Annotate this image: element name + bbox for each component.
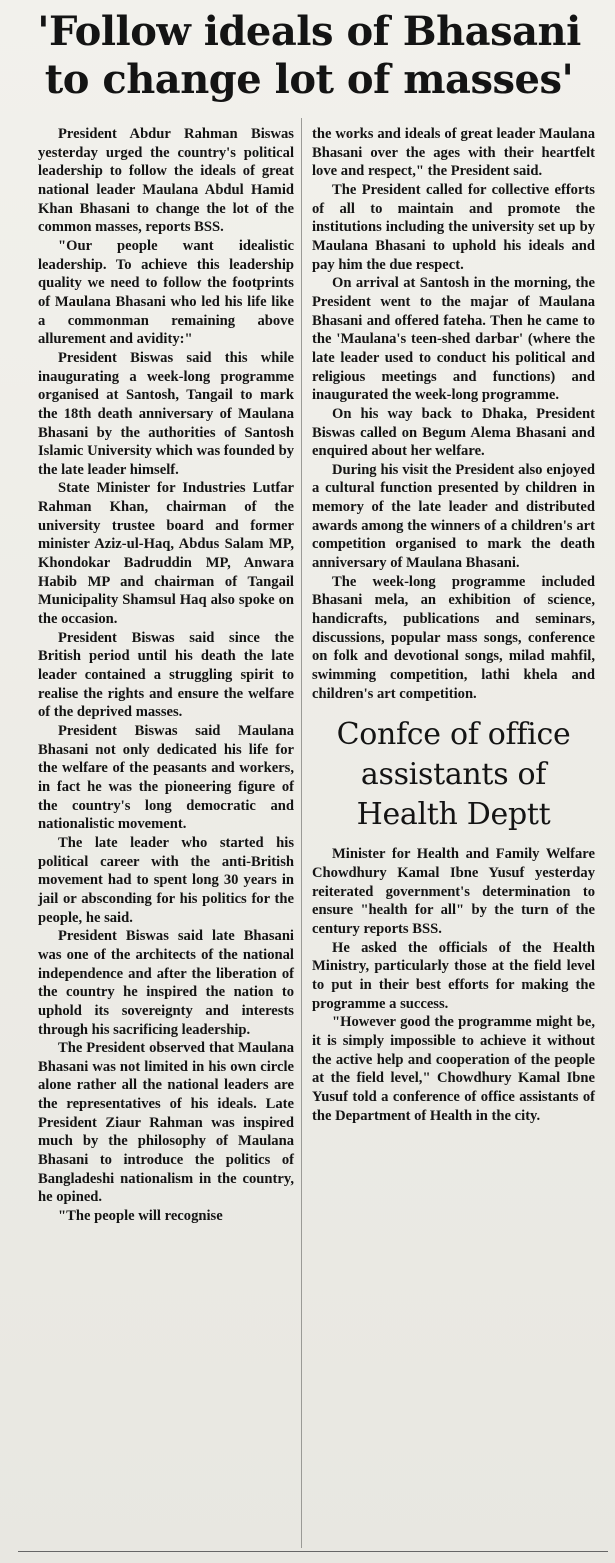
article-paragraph: On arrival at Santosh in the morning, the President went to the majar of Maulana Bhasani and offered fateha. Then he came to the 'Maulana's teen-shed darbar' (where the late leader used to conduct his political and religious meetings and functions) and inaugurated the week-long programme. (312, 275, 595, 404)
article-paragraph-continuation: the works and ideals of great leader Maulana Bhasani over the ages with their heartfelt love and respect," the President said. (312, 126, 595, 180)
column-divider (301, 118, 302, 1548)
article-paragraph: President Biswas said this while inaugurating a week-long programme organised at Santosh, Tangail to mark the 18th death anniversary of Maulana Bhasani by the authorities of Santosh Islamic University which was founded by the late leader himself. (38, 349, 294, 478)
article-paragraph: State Minister for Industries Lutfar Rahman Khan, chairman of the university trustee board and former minister Aziz-ul-Haq, Abdus Salam MP, Khondokar Badruddin MP, Anwara Habib MP and chairman of Tangail Municipality Shamsul Haq also spoke on the occasion. (38, 480, 294, 628)
second-article-paragraph: He asked the officials of the Health Ministry, particularly those at the field level to put in their best efforts for making the programme a success. (312, 939, 595, 1012)
article-paragraph: During his visit the President also enjoyed a cultural function presented by children in memory of the late leader and distributed awards among the winners of a children's art competition organised to mark the death anniversary of Maulana Bhasani. (312, 461, 595, 572)
article-paragraph: The late leader who started his political career with the anti-British movement had to spent long 30 years in jail or absconding for his politics for the people, he said. (38, 834, 294, 926)
article-column-left (38, 125, 294, 1226)
article-paragraph: President Biswas said Maulana Bhasani not only dedicated his life for the welfare of the peasants and workers, in fact he was the pioneering figure of the country's long democratic and nationalistic movement. (38, 723, 294, 833)
article-paragraph: The week-long programme included Bhasani mela, an exhibition of science, handicrafts, publications and seminars, discussions, popular mass songs, conference on folk and devotional songs, milad mahfil, swimming competition, lathi khela and children's art competition. (312, 573, 595, 702)
article-paragraph: The President observed that Maulana Bhasani was not limited in his own circle alone rather all the national leaders are the representatives of his ideals. Late President Ziaur Rahman was inspired much by the philosophy of Maulana Bhasani to introduce the politics of Bangladeshi nationalism in the country, he opined. (38, 1040, 294, 1206)
article-paragraph: The President called for collective efforts of all to maintain and promote the institutions including the university set up by Maulana Bhasani to uphold his ideals and pay him the due respect. (312, 181, 595, 273)
article-paragraph: "Our people want idealistic leadership. To achieve this leadership quality we need to follow the footprints of Maulana Bhasani who led his life like a commonman remaining above allurement and avidity:" (38, 237, 294, 348)
second-article-paragraph: "However good the programme might be, it is simply impossible to achieve it without the active help and cooperation of the people at the field level," Chowdhury Kamal Ibne Yusuf told a conference of office assistants of the Department of Health in the city. (312, 1014, 595, 1124)
article-paragraph: President Biswas said since the British period until his death the late leader contained a struggling spirit to realise the rights and ensure the welfare of the deprived masses. (38, 629, 294, 721)
article-paragraph: President Biswas said late Bhasani was one of the architects of the national independence and after the liberation of the country he inspired the nation to uphold its sovereignty and interests through his sacrificing leadership. (38, 928, 294, 1038)
article-paragraph: On his way back to Dhaka, President Biswas called on Begum Alema Bhasani and enquired about her welfare. (312, 405, 595, 460)
bottom-rule (18, 1551, 608, 1552)
second-article-paragraph: Minister for Health and Family Welfare Chowdhury Kamal Ibne Yusuf yesterday reiterated government's determination to ensure "health for all" by the turn of the century reports BSS. (312, 846, 595, 937)
article-headline: 'Follow ideals of Bhasani to change lot of masses' (37, 8, 581, 103)
second-article-headline: Confce of office assistants of Health Deptt (336, 717, 571, 833)
article-column-right (312, 125, 595, 1125)
article-paragraph: President Abdur Rahman Biswas yesterday urged the country's political leadership to follow the ideals of great national leader Maulana Abdul Hamid Khan Bhasani to change the lot of the common masses, reports BSS. (38, 126, 294, 236)
article-paragraph: "The people will recognise (58, 1208, 223, 1225)
